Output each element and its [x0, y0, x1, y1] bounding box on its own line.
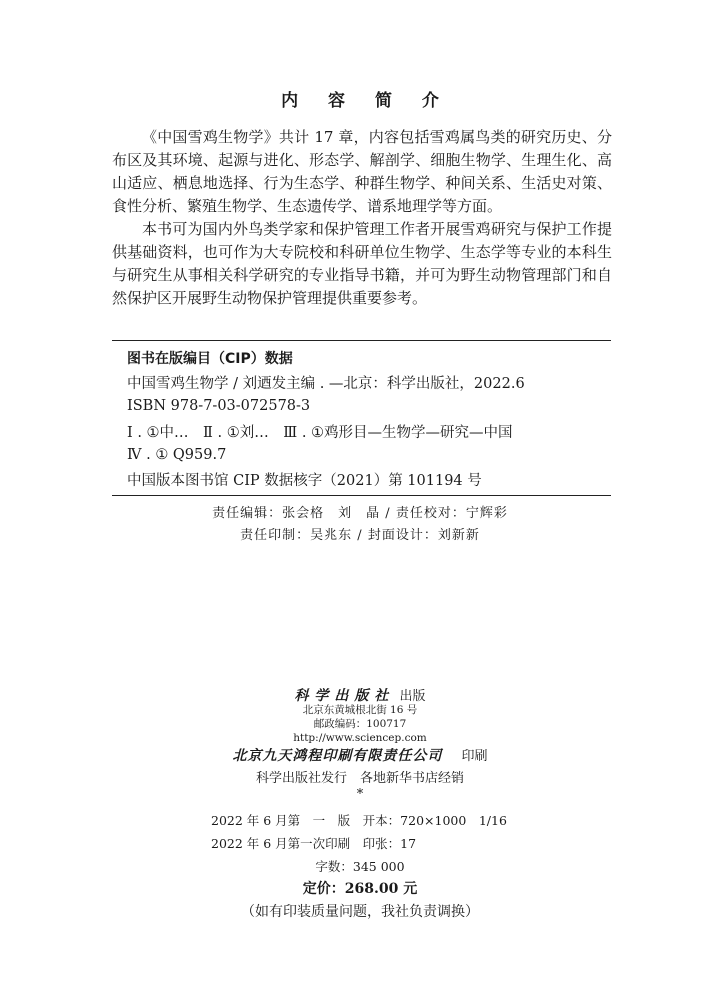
cip-classification-2: Ⅳ . ① Q959.7	[127, 447, 227, 463]
publisher-url: http://www.sciencep.com	[293, 732, 427, 744]
edition-line: 2022 年 6 月第 一 版 开本：720×1000 1/16	[211, 813, 507, 828]
publisher-postcode: 邮政编码：100717	[313, 718, 407, 730]
printer-suffix: 印刷	[461, 749, 488, 764]
publisher-line	[0, 685, 720, 705]
cip-bottom-divider	[112, 495, 611, 496]
credits-editors: 责任编辑：张会格 刘 晶 / 责任校对：宁辉彩	[212, 506, 508, 521]
publisher-address: 北京东黄城根北街 16 号	[302, 704, 418, 716]
cip-title-line: 中国雪鸡生物学 / 刘迺发主编 . —北京：科学出版社，2022.6	[127, 376, 525, 392]
printer-logo: 北京九天鸿程印刷有限责任公司	[232, 748, 443, 764]
cip-top-divider	[112, 340, 611, 341]
price: 定价：268.00 元	[302, 881, 418, 897]
cip-classification-1: Ⅰ . ①中… Ⅱ . ①刘… Ⅲ . ①鸡形目—生物学—研究—中国	[127, 425, 513, 441]
separator-star: *	[356, 787, 364, 802]
printing-line: 2022 年 6 月第一次印刷 印张：17	[211, 836, 417, 851]
distribution-line: 科学出版社发行 各地新华书店经销	[255, 771, 464, 786]
summary-paragraph-1: 《中国雪鸡生物学》共计 17 章，内容包括雪鸡属鸟类的研究历史、分布区及其环境、起源与进化、形态学、解剖学、细胞生物学、生理生化、高山适应、栖息地选择、行为生态学、种群生物学、种间关系、生活史对策、食性分析、繁殖生物学、生态遗传学、谱系地理学等方面。	[112, 128, 612, 215]
publisher-logo: 科学出版社	[294, 688, 395, 704]
page-title: 内 容 简 介	[281, 91, 451, 111]
word-count: 字数：345 000	[315, 859, 405, 874]
summary-paragraph-2: 本书可为国内外鸟类学家和保护管理工作者开展雪鸡研究与保护工作提供基础资料，也可作为大专院校和科研单位生物学、生态学等专业的本科生与研究生从事相关科学研究的专业指导书籍，并可为野生动物管理部门和自然保护区开展野生动物保护管理提供重要参考。	[112, 220, 612, 307]
publisher-suffix: 出版	[399, 689, 426, 704]
cip-heading: 图书在版编目（CIP）数据	[127, 351, 293, 367]
cip-record-number: 中国版本图书馆 CIP 数据核字（2021）第 101194 号	[127, 473, 482, 489]
quality-notice: （如有印装质量问题，我社负责调换）	[241, 904, 479, 920]
summary-text	[112, 126, 612, 310]
credits-production: 责任印制：吴兆东 / 封面设计：刘新新	[240, 528, 480, 543]
cip-isbn: ISBN 978-7-03-072578-3	[127, 398, 311, 414]
printer-line	[0, 745, 720, 765]
